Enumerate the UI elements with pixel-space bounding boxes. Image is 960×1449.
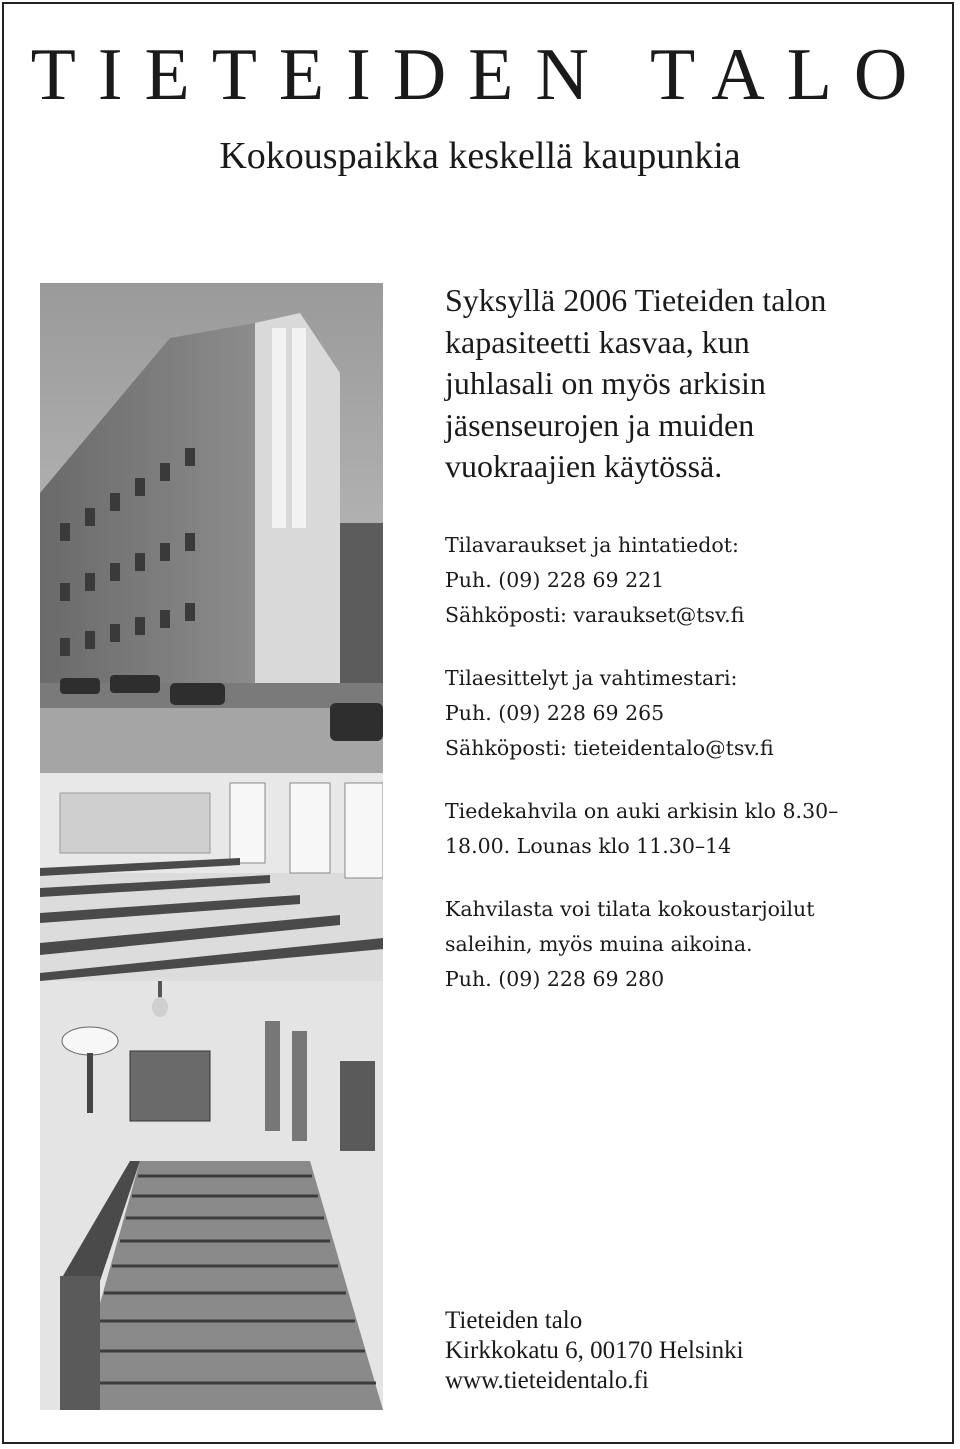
cafe-block	[445, 794, 945, 864]
page-subtitle: Kokouspaikka keskellä kaupunkia	[219, 135, 741, 177]
bookings-block	[445, 528, 945, 633]
intro-line: Syksyllä 2006 Tieteiden talon	[445, 282, 827, 318]
cafe-hours-line: 18.00. Lounas klo 11.30–14	[445, 833, 732, 858]
footer-name: Tieteiden talo	[445, 1307, 583, 1334]
info-column	[445, 280, 945, 997]
catering-phone: Puh. (09) 228 69 280	[445, 966, 665, 991]
catering-line: Kahvilasta voi tilata kokoustarjoilut	[445, 896, 815, 921]
intro-line: kapasiteetti kasvaa, kun	[445, 323, 750, 360]
staircase-photo	[40, 981, 383, 1410]
cafe-hours-line: Tiedekahvila on auki arkisin klo 8.30–	[445, 798, 839, 823]
intro-line: vuokraajien käytössä.	[445, 448, 723, 484]
bookings-phone: Puh. (09) 228 69 221	[445, 567, 665, 592]
building-exterior-photo	[40, 283, 383, 773]
tours-heading: Tilaesittelyt ja vahtimestari:	[445, 665, 738, 690]
bookings-email[interactable]: Sähköposti: varaukset@tsv.fi	[445, 602, 745, 627]
intro-line: jäsenseurojen ja muiden	[445, 406, 755, 443]
address-footer	[445, 1306, 744, 1396]
lecture-hall-photo	[40, 773, 383, 981]
page-title: TIETEIDEN TALO	[30, 34, 930, 116]
photo-column	[40, 283, 383, 1410]
intro-paragraph	[445, 280, 945, 488]
tours-phone: Puh. (09) 228 69 265	[445, 700, 665, 725]
catering-line: saleihin, myös muina aikoina.	[445, 931, 753, 956]
tours-block	[445, 661, 945, 766]
footer-address: Kirkkokatu 6, 00170 Helsinki	[445, 1337, 744, 1364]
tours-email[interactable]: Sähköposti: tieteidentalo@tsv.fi	[445, 735, 774, 760]
bookings-heading: Tilavaraukset ja hintatiedot:	[445, 532, 739, 557]
footer-website[interactable]: www.tieteidentalo.fi	[445, 1367, 649, 1394]
intro-line: juhlasali on myös arkisin	[445, 365, 766, 401]
catering-block	[445, 892, 945, 997]
